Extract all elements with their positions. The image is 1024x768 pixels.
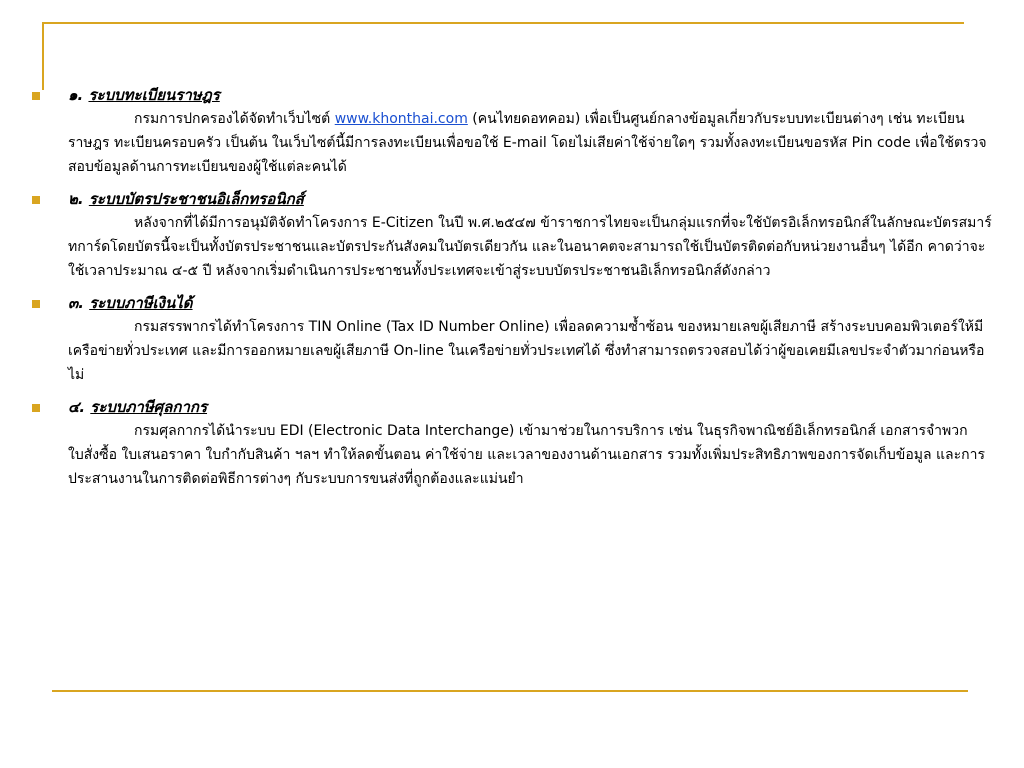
square-bullet-icon xyxy=(32,300,40,308)
item-title: ระบบภาษีศุลกากร xyxy=(90,398,208,416)
item-body: กรมศุลกากรได้นำระบบ EDI (Electronic Data Interchange) เข้ามาช่วยในการบริการ เช่น ในธุรกิจพาณิชย์อิเล็กทรอนิกส์ เอกสารจำพวกใบสั่งซื้อ ใบเสนอราคา ใบกำกับสินค้า ฯลฯ ทำให้ลดขั้นตอน ค่าใช้จ่าย และเวลาของงานด้านเอกสาร รวมทั้งเพิ่มประสิทธิภาพของการจัดเก็บข้อมูล และการประสานงานในการติดต่อพิธีการต่างๆ กับระบบการขนส่งที่ถูกต้องและแม่นยำ xyxy=(68,423,985,487)
item-number: ๒. xyxy=(68,190,84,208)
item-body: หลังจากที่ได้มีการอนุมัติจัดทำโครงการ E-Citizen ในปี พ.ศ.๒๕๔๗ ข้าราชการไทยจะเป็นกลุ่มแรกที่จะใช้บัตรอิเล็กทรอนิกส์ในลักษณะบัตรสมาร์ทการ์ดโดยบัตรนี้จะเป็นทั้งบัตรประชาชนและบัตรประกันสังคมในบัตรเดียวกัน และในอนาคตจะสามารถใช้เป็นบัตรติดต่อกับหน่วยงานอื่นๆ ได้อีก คาดว่าจะใช้เวลาประมาณ ๔-๕ ปี หลังจากเริ่มดำเนินการประชาชนทั้งประเทศจะเข้าสู่ระบบบัตรประชาชนอิเล็กทรอนิกส์ดังกล่าว xyxy=(68,215,992,279)
item-heading xyxy=(68,187,996,211)
item-heading xyxy=(68,83,996,107)
list-item-4 xyxy=(30,395,996,491)
item-number: ๔. xyxy=(68,398,86,416)
item-heading xyxy=(68,395,996,419)
slide-content xyxy=(30,83,996,499)
item-body-text-continued: (คนไทยดอทคอม) เพื่อเป็นศูนย์กลางข้อมูลเกี่ยวกับระบบทะเบียนต่างๆ เช่น ทะเบียนราษฎร ทะเบียนครอบครัว เป็นต้น ในเว็บไซต์นี้มีการลงทะเบียนเพื่อขอใช้ E-mail โดยไม่เสียค่าใช้จ่ายใดๆ รวมทั้งลงทะเบียนขอรหัส Pin code เพื่อใช้ตรวจสอบข้อมูลด้านการทะเบียนของผู้ใช้แต่ละคนได้ xyxy=(68,111,987,175)
bottom-decorative-rule xyxy=(52,690,968,692)
square-bullet-icon xyxy=(32,196,40,204)
list-item-1 xyxy=(30,83,996,179)
square-bullet-icon xyxy=(32,92,40,100)
item-title: ระบบภาษีเงินได้ xyxy=(89,294,193,312)
khonthai-link[interactable]: www.khonthai.com xyxy=(334,111,468,127)
item-number: ๑. xyxy=(68,86,84,104)
item-title: ระบบบัตรประชาชนอิเล็กทรอนิกส์ xyxy=(88,190,304,208)
item-body: กรมสรรพากรได้ทำโครงการ TIN Online (Tax ID Number Online) เพื่อลดความซ้ำซ้อน ของหมายเลขผู้เสียภาษี สร้างระบบคอมพิวเตอร์ให้มีเครือข่ายทั่วประเทศ และมีการออกหมายเลขผู้เสียภาษี On-line ในเครือข่ายทั่วประเทศได้ ซึ่งทำสามารถตรวจสอบได้ว่าผู้ขอเคยมีเลขประจำตัวมาก่อนหรือไม่ xyxy=(68,319,985,383)
item-number: ๓. xyxy=(68,294,84,312)
item-title: ระบบทะเบียนราษฎร xyxy=(88,86,220,104)
item-heading xyxy=(68,291,996,315)
item-body xyxy=(68,107,996,179)
list-item-3 xyxy=(30,291,996,387)
top-decorative-rule xyxy=(42,22,964,24)
item-body-text: กรมการปกครองได้จัดทำเว็บไซต์ xyxy=(134,111,335,127)
left-decorative-rule xyxy=(42,22,44,90)
list-item-2 xyxy=(30,187,996,283)
square-bullet-icon xyxy=(32,404,40,412)
